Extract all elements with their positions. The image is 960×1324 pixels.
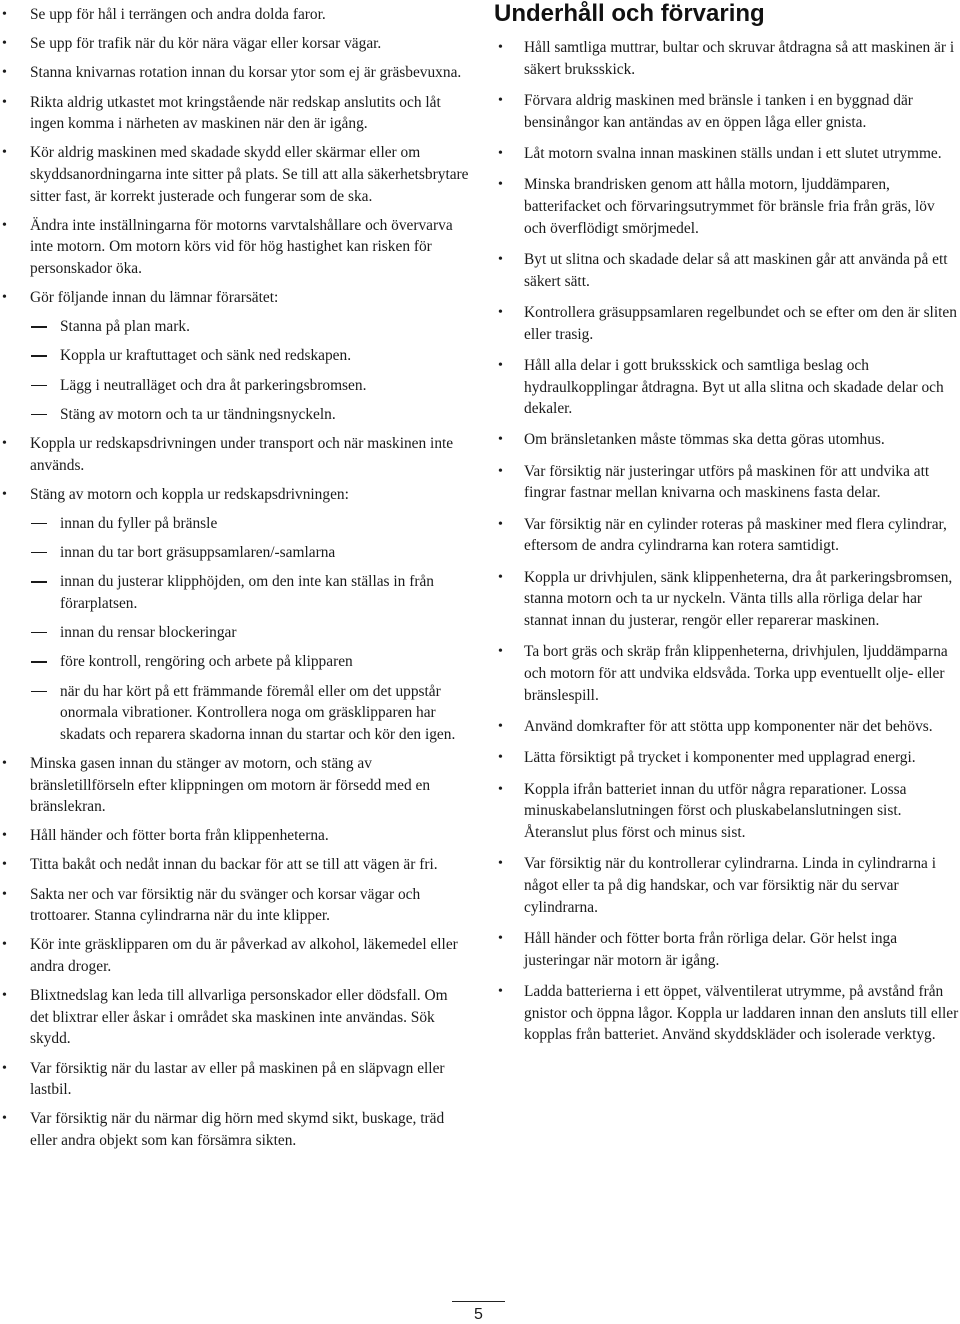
list-item-text: Stanna knivarnas rotation innan du korsar ytor som ej är gräsbevuxna. [30,64,462,82]
bullet-marker: • [2,36,7,52]
list-item-text: Se upp för trafik när du kör nära vägar eller korsar vägar. [30,35,382,53]
list-item [0,287,470,309]
list-item [494,928,960,971]
sub-list-item [0,345,470,367]
list-item [0,1108,470,1151]
list-item [494,716,960,738]
bullet-list-2 [0,433,470,505]
section-heading: Underhåll och förvaring [494,0,765,27]
list-item-text: Förvara aldrig maskinen med bränsle i tanken i en byggnad där bensinångor kan antändas av en öppen låga eller gnista. [524,91,913,131]
list-item [0,142,470,207]
list-item-text: Rikta aldrig utkastet mot kringstående när redskap anslutits och låt ingen komma i närheten av maskinen när den är igång. [30,93,441,133]
bullet-marker: • [2,886,7,902]
bullet-marker: • [2,755,7,771]
bullet-marker: • [498,781,503,797]
bullet-list-1 [0,4,470,309]
list-item-text: Sakta ner och var försiktig när du svänger och korsar vägar och trottoarer. Stanna cylindrarna när du inte klipper. [30,885,421,925]
list-item-text: Var försiktig när en cylinder roteras på maskiner med flera cylindrar, eftersom de andra cylindrarna kan rotera samtidigt. [524,515,947,555]
list-item-text: Stäng av motorn och koppla ur redskapsdrivningen: [30,485,349,503]
list-item [494,429,960,451]
list-item [494,567,960,632]
list-item [494,37,960,80]
bullet-marker: • [498,856,503,872]
list-item-text: Använd domkrafter för att stötta upp komponenter när det behövs. [524,718,933,735]
list-item [0,934,470,977]
list-item [494,641,960,706]
list-item [0,884,470,927]
sub-list-item-text: Stanna på plan mark. [60,318,190,336]
list-item-text: Ladda batterierna i ett öppet, välventilerat utrymme, på avstånd från gnistor och öppna lågor. Koppla ur laddaren innan den ansluts till eller kopplas från batteriet. Använd skyddskläder och isolerade verktyg. [524,982,959,1044]
dash-marker [31,414,47,415]
left-column [0,4,470,1159]
bullet-marker: • [498,357,503,373]
list-item-text: Kör aldrig maskinen med skadade skydd eller skärmar eller om skyddsanordningarna inte sitter på plats. Se till att alla säkerhetsbrytare sitter fast, är korrekt justerade och fungerar som de ska. [30,144,469,205]
bullet-marker: • [498,432,503,448]
bullet-marker: • [498,304,503,320]
sub-list-item-text: innan du rensar blockeringar [60,624,237,642]
list-item-text: Lätta försiktigt på trycket i komponenter med upplagrad energi. [524,749,916,767]
list-item-text: Håll händer och fötter borta från rörliga delar. Gör helst inga justeringar när motorn är igång. [524,929,898,969]
bullet-marker: • [498,569,503,585]
list-item-text: Ta bort gräs och skräp från klippenheterna, drivhjulen, ljuddämparna och motorn för att undvika eldsvåda. Torka upp eventuellt olje- eller bränslespill. [524,643,948,704]
sub-list-item [0,316,470,338]
list-item [494,90,960,133]
list-item [0,854,470,876]
list-item-text: Koppla ur redskapsdrivningen under transport och när maskinen inte används. [30,435,454,474]
bullet-marker: • [2,436,7,452]
list-item [494,747,960,769]
bullet-marker: • [498,983,503,999]
dash-marker [31,523,47,524]
dash-marker [31,385,47,386]
list-item-text: Håll samtliga muttrar, bultar och skruvar åtdragna så att maskinen är i säkert bruksskick. [524,39,955,78]
list-item-text: Minska brandrisken genom att hålla motorn, ljuddämparen, batterifacket och förvaringsutrymmet för bränsle fria från gräs, löv och överflödigt smörjmedel. [524,176,935,237]
list-item-text: Om bränsletanken måste tömmas ska detta göras utomhus. [524,431,885,449]
sub-list-item [0,513,470,535]
dash-marker [31,326,47,327]
list-item-text: Var försiktig när du lastar av eller på maskinen på en släpvagn eller lastbil. [30,1059,445,1099]
list-item [494,302,960,345]
sub-list-item-text: innan du tar bort gräsuppsamlaren/-samlarna [60,544,336,562]
list-item [0,484,470,506]
sub-list-item-text: före kontroll, rengöring och arbete på klipparen [60,653,353,671]
bullet-marker: • [498,145,503,161]
bullet-marker: • [2,988,7,1004]
bullet-marker: • [498,750,503,766]
bullet-marker: • [2,486,7,502]
list-item [0,1058,470,1101]
sub-list-item-text: Stäng av motorn och ta ur tändningsnyckeln. [60,405,336,423]
sub-list-item [0,542,470,564]
bullet-marker: • [498,40,503,55]
list-item-text: Kör inte gräsklipparen om du är påverkad av alkohol, läkemedel eller andra droger. [30,936,458,976]
list-item-text: Minska gasen innan du stänger av motorn, och stäng av bränsletillförseln efter klippningen om motorn är försedd med en bränslekran. [30,754,431,816]
bullet-list-3 [0,753,470,1152]
list-item [0,4,470,26]
bullet-marker: • [2,857,7,873]
page-number: 5 [474,1306,483,1323]
list-item-text: Var försiktig när justeringar utförs på maskinen för att undvika att fingrar fastnar mellan knivarna och maskinens fasta delar. [524,462,930,502]
list-item-text: Byt ut slitna och skadade delar så att maskinen går att använda på ett säkert sätt. [524,250,948,290]
sub-list-item-text: när du har kört på ett främmande föremål eller om det uppstår onormala vibrationer. Kontrollera noga om gräsklipparen har skadats och reparera skadorna innan du startar och kör den igen. [60,682,456,743]
bullet-marker: • [498,463,503,479]
list-item-text: Gör följande innan du lämnar förarsätet: [30,289,279,307]
list-item [0,825,470,847]
list-item [0,62,470,84]
list-item-text: Var försiktig när du kontrollerar cylindrarna. Linda in cylindrarna i något eller ta på dig handskar, och var försiktig när du servar cylindrarna. [524,855,936,916]
sub-list-item [0,571,470,614]
dash-list-2 [0,513,470,745]
list-item-text: Kontrollera gräsuppsamlaren regelbundet och se efter om den är sliten eller trasig. [524,303,957,343]
bullet-marker: • [2,217,7,233]
list-item-text: Ändra inte inställningarna för motorns varvtalshållare och övervarva inte motorn. Om motorn körs vid för hög hastighet kan risken för personskador öka. [30,216,453,277]
bullet-marker: • [498,719,503,734]
bullet-marker: • [2,1111,7,1127]
dash-marker [31,661,47,662]
list-item-text: Koppla ifrån batteriet innan du utför några reparationer. Lossa minuskabelanslutningen först och pluskabelanslutningen sist. Återanslut plus först och minus sist. [524,780,907,841]
bullet-marker: • [498,516,503,532]
sub-list-item-text: Koppla ur kraftuttaget och sänk ned redskapen. [60,347,352,365]
bullet-marker: • [498,177,503,193]
sub-list-item-text: Lägg i neutralläget och dra åt parkeringsbromsen. [60,376,367,394]
bullet-marker: • [498,92,503,108]
list-item-text: Titta bakåt och nedåt innan du backar för att se till att vägen är fri. [30,856,438,874]
list-item [494,461,960,504]
list-item [0,33,470,55]
list-item [494,174,960,239]
list-item [0,92,470,135]
list-item-text: Blixtnedslag kan leda till allvarliga personskador eller dödsfall. Om det blixtrar eller åskar i området ska maskinen inte användas. Sök skydd. [30,987,448,1048]
sub-list-item [0,651,470,673]
sub-list-item-text: innan du justerar klipphöjden, om den inte kan ställas in från förarplatsen. [60,573,434,612]
dash-list-1 [0,316,470,425]
sub-list-item [0,404,470,426]
bullet-marker: • [2,290,7,306]
dash-marker [31,691,47,692]
list-item [494,853,960,918]
sub-list-item [0,375,470,397]
footer-rule [452,1301,505,1302]
list-item-text: Koppla ur drivhjulen, sänk klippenheterna, dra åt parkeringsbromsen, stanna motorn och ta ur nyckeln. Vänta tills alla rörliga delar har stannat innan du justerar, rengör eller reparerar maskinen. [524,568,953,630]
list-item [0,215,470,280]
bullet-marker: • [498,930,503,946]
sub-list-item [0,622,470,644]
list-item [494,981,960,1046]
list-item-text: Håll alla delar i gott bruksskick och samtliga beslag och hydraulkopplingar åtdragna. Byt ut alla slitna och skadade delar och dekaler. [524,356,944,418]
sub-list-item-text: innan du fyller på bränsle [60,515,218,532]
bullet-marker: • [2,65,7,81]
bullet-marker: • [2,828,7,844]
bullet-marker: • [2,94,7,110]
dash-marker [31,355,47,356]
bullet-marker: • [2,7,7,22]
list-item [0,753,470,818]
list-item-text: Se upp för hål i terrängen och andra dolda faror. [30,6,326,23]
bullet-marker: • [2,937,7,953]
right-column [494,0,960,1056]
list-item [494,355,960,420]
list-item [0,985,470,1050]
dash-marker [31,581,47,582]
sub-list-item [0,681,470,746]
list-item [494,249,960,292]
bullet-marker: • [2,145,7,161]
bullet-marker: • [498,251,503,267]
dash-marker [31,552,47,553]
bullet-marker: • [2,1060,7,1076]
list-item [494,514,960,557]
maintenance-list [494,37,960,1046]
list-item [494,779,960,844]
list-item-text: Var försiktig när du närmar dig hörn med skymd sikt, buskage, träd eller andra objekt som kan försämra sikten. [30,1110,445,1149]
list-item-text: Låt motorn svalna innan maskinen ställs undan i ett slutet utrymme. [524,144,942,162]
dash-marker [31,632,47,633]
bullet-marker: • [498,644,503,660]
list-item [494,143,960,165]
list-item-text: Håll händer och fötter borta från klippenheterna. [30,827,329,845]
list-item [0,433,470,476]
